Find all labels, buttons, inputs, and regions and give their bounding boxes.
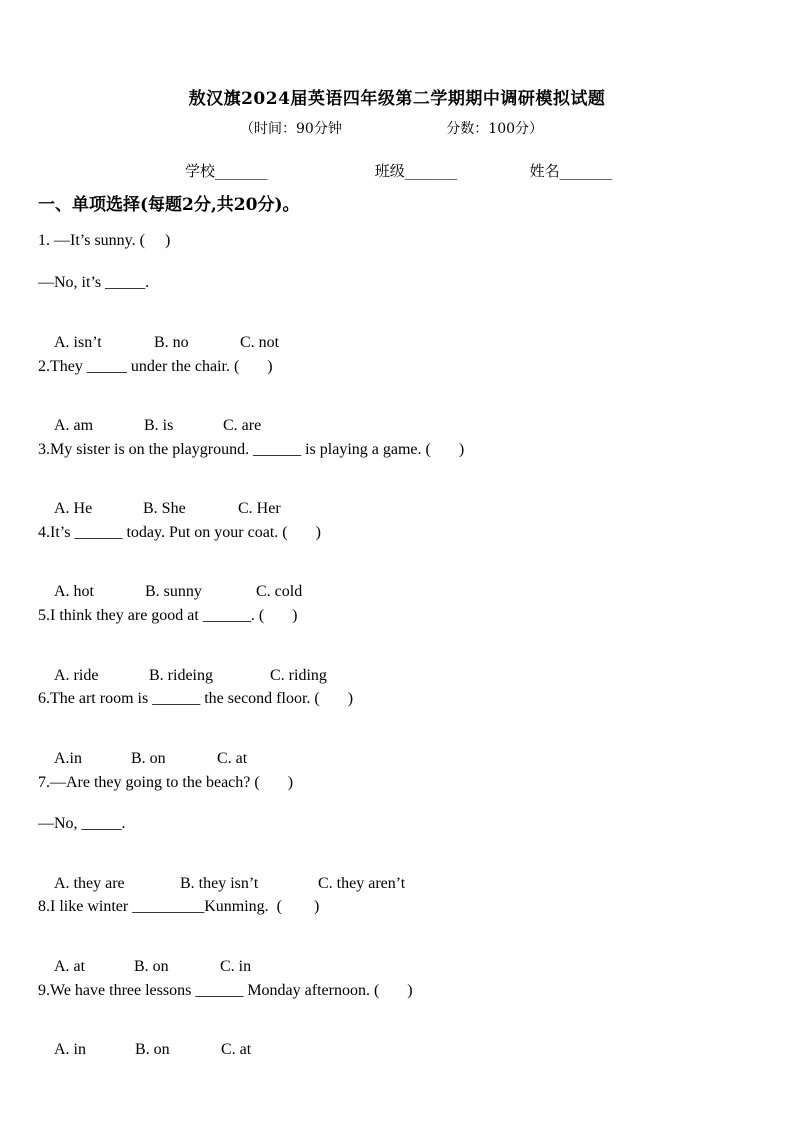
question-sub-line: —No, it’s _____. xyxy=(38,274,150,291)
option-a: A. in xyxy=(54,1041,86,1058)
school-label: 学校 xyxy=(185,162,216,180)
question-stem: 9.We have three lessons ______ Monday afternoon. ( ) xyxy=(38,982,413,999)
question-stem: 8.I like winter _________Kunming. ( ) xyxy=(38,898,320,915)
option-a: A. at xyxy=(54,958,86,975)
option-b: B. She xyxy=(143,500,186,517)
option-b: B. no xyxy=(154,334,189,351)
option-b: B. sunny xyxy=(145,583,202,600)
option-c: C. cold xyxy=(256,583,303,600)
student-info-row xyxy=(185,160,612,181)
option-b: B. on xyxy=(131,750,166,767)
option-c: C. riding xyxy=(270,667,327,684)
exam-time: （时间：90分钟 xyxy=(240,121,342,137)
option-a: A.in xyxy=(54,750,82,767)
option-b: B. rideing xyxy=(149,667,213,684)
option-b: B. on xyxy=(135,1041,170,1058)
option-a: A. He xyxy=(54,500,93,517)
option-c: C. at xyxy=(221,1041,252,1058)
question-stem: 7.—Are they going to the beach? ( ) xyxy=(38,774,294,791)
class-blank: _______ xyxy=(404,162,458,180)
question-stem: 3.My sister is on the playground. ______ is playing a game. ( ) xyxy=(38,441,465,458)
question-stem: 5.I think they are good at ______. ( ) xyxy=(38,607,298,624)
option-a: A. isn’t xyxy=(54,334,102,351)
option-c: C. not xyxy=(240,334,280,351)
school-field xyxy=(185,160,370,181)
class-label: 班级 xyxy=(374,162,405,180)
option-a: A. hot xyxy=(54,583,94,600)
school-blank: _______ xyxy=(215,162,268,180)
question-stem: 2.They _____ under the chair. ( ) xyxy=(38,358,273,375)
option-c: C. they aren’t xyxy=(318,875,406,892)
question-options xyxy=(38,1023,251,1077)
question-stem: 1. —It’s sunny. ( ) xyxy=(38,232,171,249)
name-label: 姓名 xyxy=(529,162,560,180)
question-stem: 4.It’s ______ today. Put on your coat. ( ) xyxy=(38,524,321,541)
option-a: A. they are xyxy=(54,875,125,892)
option-c: C. are xyxy=(223,417,262,434)
exam-score: 分数：100分） xyxy=(446,121,544,137)
option-b: B. they isn’t xyxy=(180,875,259,892)
option-a: A. am xyxy=(54,417,94,434)
option-c: C. Her xyxy=(238,500,281,517)
name-field xyxy=(530,160,613,181)
option-c: C. in xyxy=(220,958,252,975)
class-field xyxy=(375,160,525,181)
option-b: B. on xyxy=(134,958,169,975)
exam-subtitle xyxy=(240,118,543,138)
name-blank: _______ xyxy=(559,162,613,180)
section-heading: 一、单项选择(每题2分,共20分)。 xyxy=(38,195,300,215)
question-stem: 6.The art room is ______ the second floor. ( ) xyxy=(38,690,354,707)
option-a: A. ride xyxy=(54,667,99,684)
option-b: B. is xyxy=(144,417,174,434)
option-c: C. at xyxy=(217,750,248,767)
question-sub-line: —No, _____. xyxy=(38,815,126,832)
page-title: 敖汉旗2024届英语四年级第二学期期中调研模拟试题 xyxy=(188,89,606,109)
